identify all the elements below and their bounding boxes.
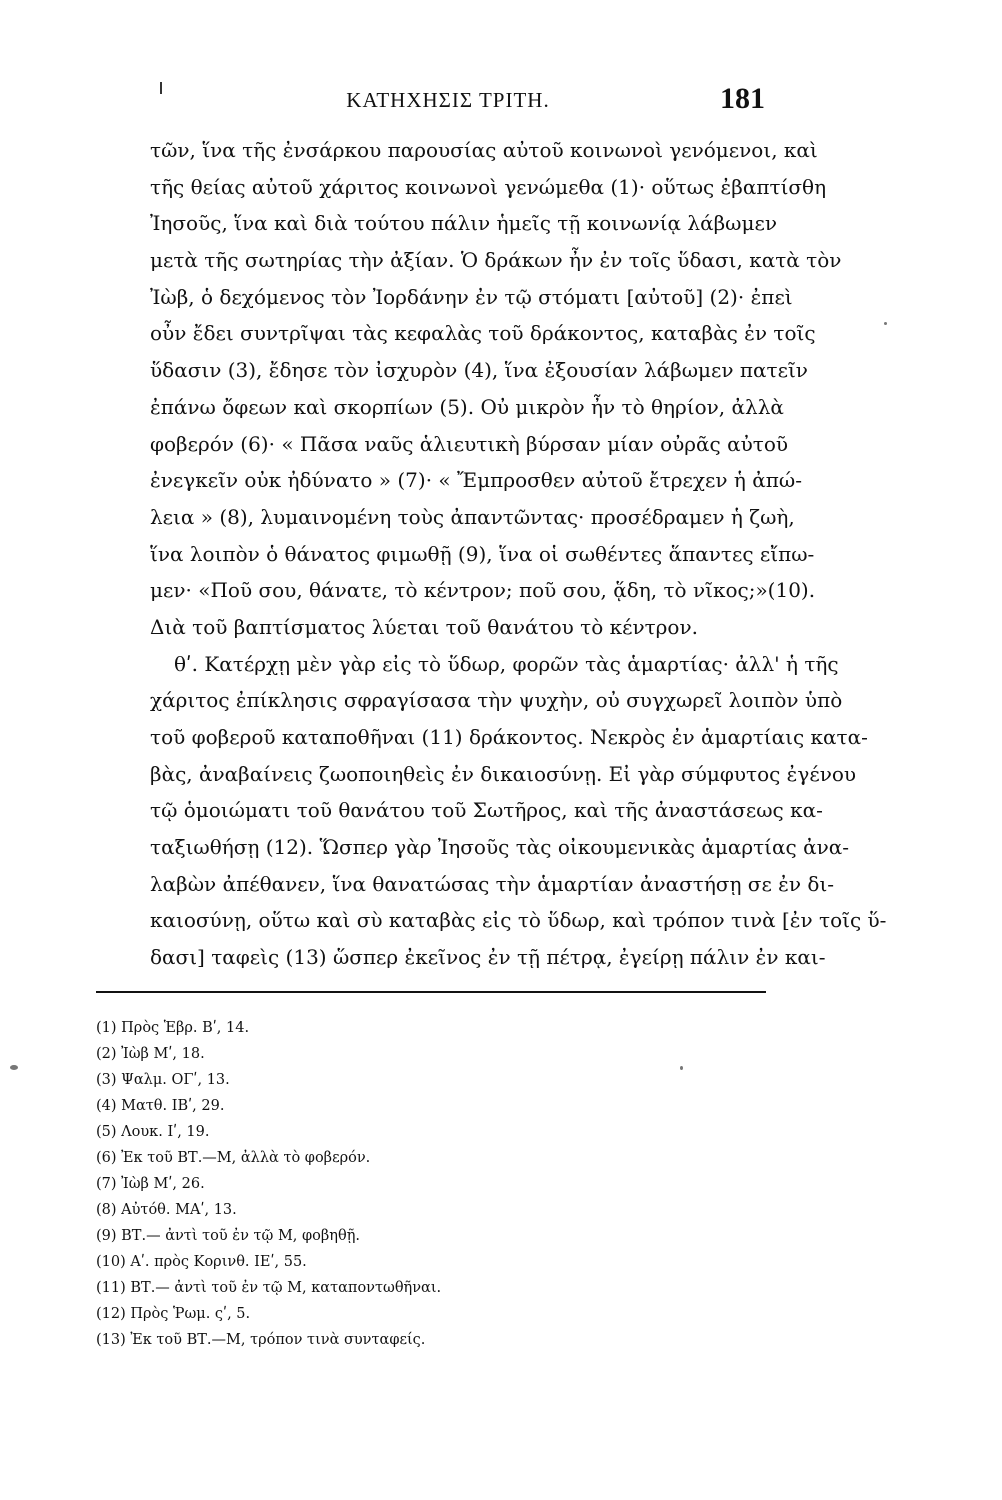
text-line: τοῦ φοβεροῦ καταποθῆναι (11) δράκοντος. Νεκρὸς ἐν ἁμαρτίαις κατα- — [150, 725, 868, 749]
text-line: τῆς θείας αὐτοῦ χάριτος κοινωνοὶ γενώμεθα (1)· οὕτως ἐβαπτίσθη — [150, 174, 827, 199]
footnote: (7) Ἰὼβ Μʹ, 26. — [96, 1176, 205, 1192]
footnote: (5) Λουκ. Ιʹ, 19. — [96, 1124, 210, 1140]
text-line: τῶν, ἵνα τῆς ἐνσάρκου παρουσίας αὐτοῦ κοινωνοὶ γενόμενοι, καὶ — [150, 138, 818, 162]
text-line: Διὰ τοῦ βαπτίσματος λύεται τοῦ θανάτου τὸ κέντρον. — [150, 614, 698, 639]
footnote: (11) ΒΤ.— ἀντὶ τοῦ ἐν τῷ Μ, καταποντωθῆναι. — [96, 1280, 442, 1296]
text-line: χάριτος ἐπίκλησις σφραγίσασα τὴν ψυχὴν, οὐ συγχωρεῖ λοιπὸν ὑπὸ — [150, 688, 843, 713]
text-line: λαβὼν ἀπέθανεν, ἵνα θανατώσας τὴν ἁμαρτίαν ἀναστήσῃ σε ἐν δι- — [150, 871, 835, 896]
text-line: ἐνεγκεῖν οὐκ ἠδύνατο » (7)· « Ἔμπροσθεν αὐτοῦ ἔτρεχεν ἡ ἀπώ- — [150, 468, 802, 493]
text-line: Ἰησοῦς, ἵνα καὶ διὰ τούτου πάλιν ἡμεῖς τῇ κοινωνίᾳ λάβωμεν — [150, 211, 777, 236]
text-line: δασι] ταφεὶς (13) ὥσπερ ἐκεῖνος ἐν τῇ πέτρᾳ, ἐγείρῃ πάλιν ἐν και- — [150, 945, 826, 970]
text-line: βὰς, ἀναβαίνεις ζωοποιηθεὶς ἐν δικαιοσύνῃ. Εἰ γὰρ σύμφυτος ἐγένου — [150, 761, 857, 786]
footnote: (1) Πρὸς Ἑβρ. Βʹ, 14. — [96, 1020, 250, 1036]
scan-speck — [884, 322, 887, 325]
text-line: ἐπάνω ὄφεων καὶ σκορπίων (5). Οὐ μικρὸν ἦν τὸ θηρίον, ἀλλὰ — [150, 394, 784, 419]
text-line: Ἰὼβ, ὁ δεχόμενος τὸν Ἰορδάνην ἐν τῷ στόματι [αὐτοῦ] (2)· ἐπεὶ — [150, 284, 793, 309]
text-line: ἵνα λοιπὸν ὁ θάνατος φιμωθῇ (9), ἵνα οἱ σωθέντες ἅπαντες εἴπω- — [150, 541, 815, 566]
page-header — [150, 82, 765, 126]
footnote: (2) Ἰὼβ Μʹ, 18. — [96, 1046, 205, 1062]
footnote: (4) Ματθ. ΙΒʹ, 29. — [96, 1098, 225, 1114]
text-line: λεια » (8), λυμαινομένη τοὺς ἀπαντῶντας· προσέδραμεν ἡ ζωὴ, — [150, 504, 795, 529]
footnote: (9) ΒΤ.— ἀντὶ τοῦ ἐν τῷ Μ, φοβηθῇ. — [96, 1228, 360, 1244]
text-line: ταξιωθήσῃ (12). Ὥσπερ γὰρ Ἰησοῦς τὰς οἰκουμενικὰς ἁμαρτίας ἀνα- — [150, 835, 849, 860]
footnote-divider — [96, 991, 766, 993]
footnote: (10) Αʹ. πρὸς Κορινθ. ΙΕʹ, 55. — [96, 1254, 307, 1270]
footnote: (6) Ἐκ τοῦ ΒΤ.—Μ, ἀλλὰ τὸ φοβερόν. — [96, 1150, 371, 1166]
text-line: καιοσύνῃ, οὕτω καὶ σὺ καταβὰς εἰς τὸ ὕδωρ, καὶ τρόπον τινὰ [ἐν τοῖς ὕ- — [150, 908, 887, 933]
text-line: φοβερόν (6)· « Πᾶσα ναῦς ἁλιευτικὴ βύρσαν μίαν οὐρᾶς αὐτοῦ — [150, 431, 789, 456]
text-line: θʹ. Κατέρχῃ μὲν γὰρ εἰς τὸ ὕδωρ, φορῶν τὰς ἁμαρτίας· ἀλλ' ἡ τῆς — [174, 651, 839, 676]
body-text — [150, 132, 887, 976]
footnote: (13) Ἐκ τοῦ ΒΤ.—Μ, τρόπον τινὰ συνταφείς. — [96, 1332, 426, 1348]
text-line: μεν· «Ποῦ σου, θάνατε, τὸ κέντρον; ποῦ σου, ᾅδη, τὸ νῖκος;»(10). — [150, 578, 816, 603]
footnote: (3) Ψαλμ. ΟΓʹ, 13. — [96, 1072, 230, 1088]
text-line: τῷ ὁμοιώματι τοῦ θανάτου τοῦ Σωτῆρος, καὶ τῆς ἀναστάσεως κα- — [150, 798, 823, 823]
footnotes — [96, 1015, 776, 1353]
page-number: 181 — [720, 82, 765, 115]
footnote: (8) Αὐτόθ. ΜΑʹ, 13. — [96, 1202, 237, 1218]
footnote: (12) Πρὸς Ῥωμ. ςʹ, 5. — [96, 1306, 251, 1322]
text-line: οὖν ἔδει συντρῖψαι τὰς κεφαλὰς τοῦ δράκοντος, καταβὰς ἐν τοῖς — [150, 321, 816, 346]
text-line: ὕδασιν (3), ἔδησε τὸν ἰσχυρὸν (4), ἵνα ἐξουσίαν λάβωμεν πατεῖν — [150, 358, 808, 383]
running-title: ΚΑΤΗΧΗΣΙΣ ΤΡΙΤΗ. — [346, 88, 550, 112]
text-line: μετὰ τῆς σωτηρίας τὴν ἀξίαν. Ὁ δράκων ἦν ἐν τοῖς ὕδασι, κατὰ τὸν — [150, 248, 842, 273]
scan-speck — [10, 1065, 18, 1070]
